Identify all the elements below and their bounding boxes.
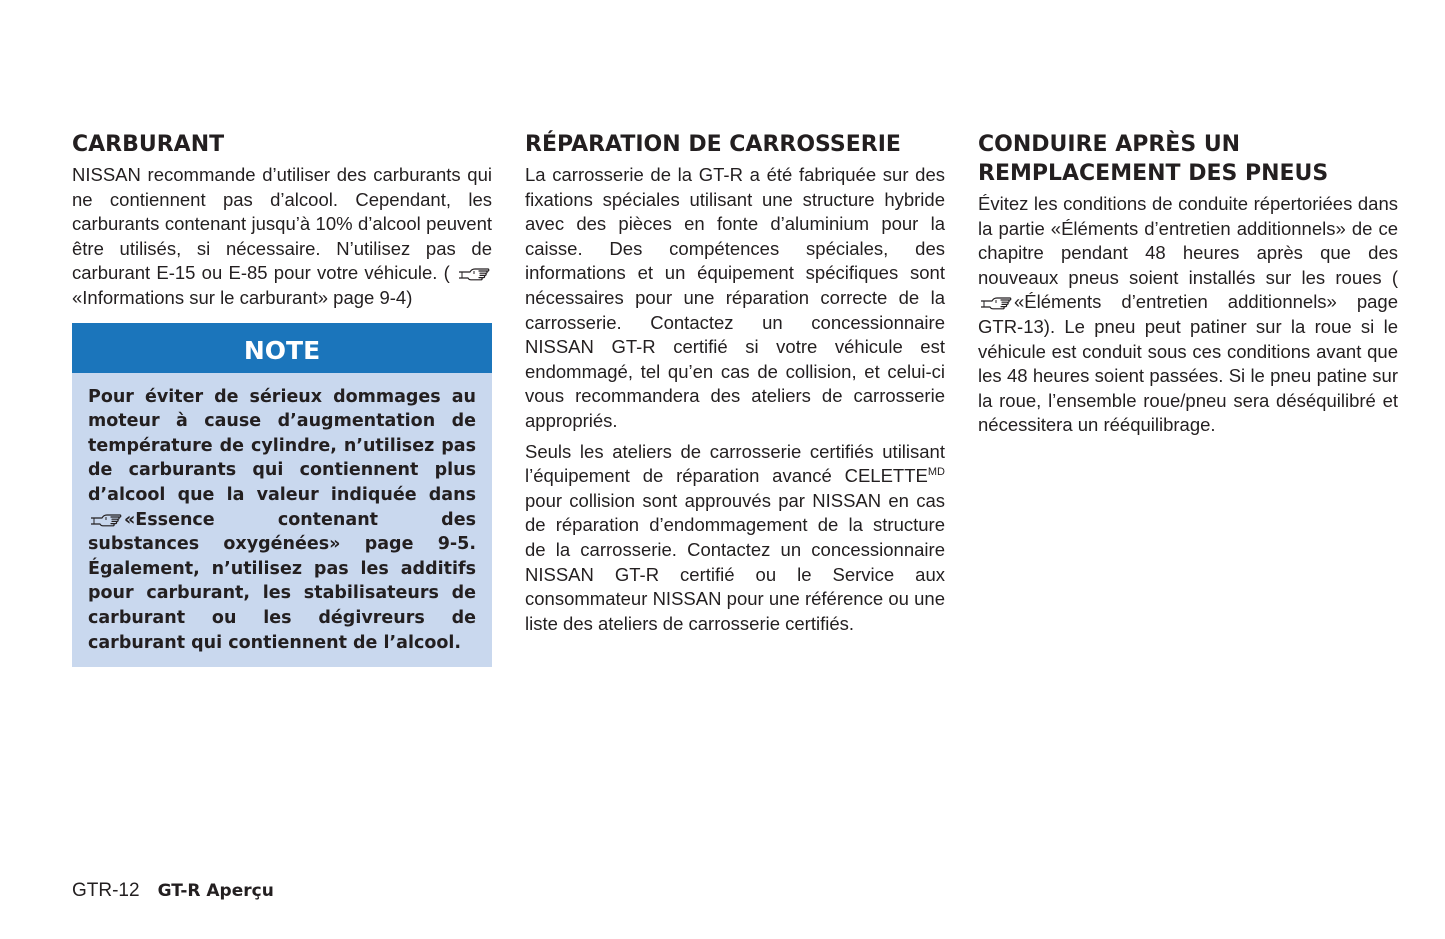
page-footer xyxy=(72,879,274,903)
fuel-text-after: «Informations sur le carburant» page 9-4) xyxy=(72,286,413,308)
note-text-after: «Essence contenant des substances oxygénées» page 9-5. Également, n’utilisez pas les additifs pour carburant, les stabilisateurs de carburant ou les dégivreurs de carburant qui contiennent de l’alcool. xyxy=(88,509,476,653)
fuel-paragraph xyxy=(72,163,492,311)
tire-text-after: «Éléments d’entretien additionnels» page GTR-13). Le pneu peut patiner sur la roue si le véhicule est conduit sous ces conditions avant que les 48 heures soient passées. Si le pneu patine sur la roue, l’ensemble roue/pneu sera déséquilibré et nécessitera un rééquilibrage. xyxy=(978,291,1398,436)
body-repair-paragraph-1: La carrosserie de la GT-R a été fabriquée sur des fixations spéciales utilisant une structure hybride avec des pièces en fonte d’aluminium pour la caisse. Des compétences spéciales, des informations et un équipement spécifiques sont nécessaires pour une réparation correcte de la carrosserie. Contactez un concessionnaire NISSAN GT-R certifié si votre véhicule est endommagé, tel qu’en cas de collision, et celui-ci vous recommandera des ateliers de carrosserie appropriés. xyxy=(525,164,945,431)
note-paragraph xyxy=(88,385,476,656)
page-number: GTR-12 xyxy=(72,880,140,901)
body-repair-paragraph-2 xyxy=(525,440,945,637)
note-title: NOTE xyxy=(72,323,492,373)
tire-paragraph xyxy=(978,192,1398,438)
body-repair-heading: RÉPARATION DE CARROSSERIE xyxy=(525,132,901,157)
body-repair-text-before: Seuls les ateliers de carrosserie certifiés utilisant l’équipement de réparation avancé CELETTE xyxy=(525,440,945,487)
column-tire-change xyxy=(978,130,1398,438)
note-text-before: Pour éviter de sérieux dommages au moteur à cause d’augmentation de température de cylindre, n’utilisez pas de carburants qui contiennent plus d’alcool que la valeur indiquée dans xyxy=(88,386,476,505)
note-box xyxy=(72,323,492,668)
column-body-repair xyxy=(525,130,945,636)
section-title: GT-R Aperçu xyxy=(157,881,274,901)
fuel-text-before: NISSAN recommande d’utiliser des carburants qui ne contiennent pas d’alcool. Cependant, les carburants contenant jusqu’à 10% d’alcool peuvent être utilisés, si nécessaire. N’utilisez pas de carburant E-15 ou E-85 pour votre véhicule. ( xyxy=(72,164,492,284)
trademark-superscript: MD xyxy=(927,466,945,479)
body-repair-text-after: pour collision sont approuvés par NISSAN en cas de réparation d’endommagement de la structure de la carrosserie. Contactez un concessionnaire NISSAN GT-R certifié ou le Service aux consommateur NISSAN pour une référence ou une liste des ateliers de carrosserie certifiés. xyxy=(525,489,945,634)
tire-heading: CONDUIRE APRÈS UN REMPLACEMENT DES PNEUS xyxy=(978,132,1329,186)
tire-text-before: Évitez les conditions de conduite répertoriées dans la partie «Éléments d’entretien additionnels» de ce chapitre pendant 48 heures après que des nouveaux pneus soient installés sur les roues ( xyxy=(978,193,1398,288)
pointing-hand-icon xyxy=(980,295,1012,311)
note-body xyxy=(72,373,492,668)
column-fuel xyxy=(72,130,492,667)
fuel-heading: CARBURANT xyxy=(72,132,225,157)
pointing-hand-icon xyxy=(458,266,490,282)
pointing-hand-icon xyxy=(90,512,122,528)
